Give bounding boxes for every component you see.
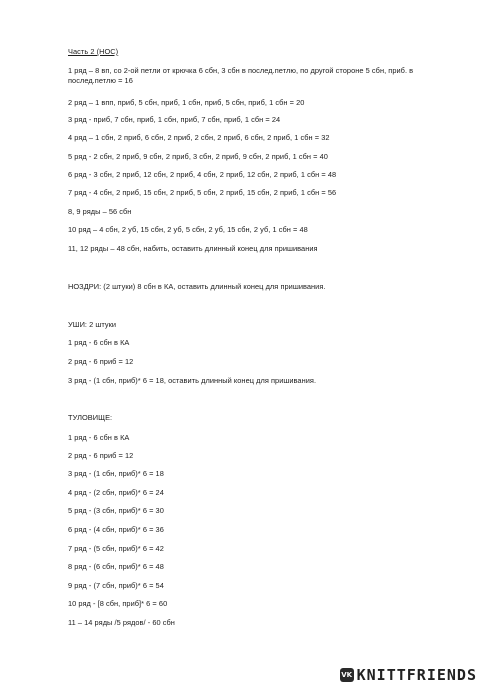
nose-row-9: 10 ряд – 4 сбн, 2 уб, 15 сбн, 2 уб, 5 сбн, 2 уб, 15 сбн, 2 уб, 1 сбн = 48: [68, 225, 308, 234]
nose-row-7: 7 ряд - 4 сбн, 2 приб, 15 сбн, 2 приб, 5 сбн, 2 приб, 15 сбн, 2 приб, 1 сбн = 56: [68, 188, 337, 197]
section-title-nostrils: НОЗДРИ: (2 штуки) 8 сбн в КА, оставить длинный конец для пришивания.: [68, 282, 326, 291]
body-row-8: 8 ряд - (6 сбн, приб)* 6 = 48: [68, 562, 164, 571]
body-row-11: 11 – 14 ряды /5 рядов/ - 60 сбн: [68, 618, 175, 627]
body-row-6: 6 ряд - (4 сбн, приб)* 6 = 36: [68, 525, 164, 534]
body-row-4: 4 ряд - (2 сбн, приб)* 6 = 24: [68, 488, 164, 497]
body-row-2: 2 ряд - 6 приб = 12: [68, 451, 134, 460]
watermark-text: KNITTFRIENDS: [356, 666, 477, 684]
body-row-7: 7 ряд - (5 сбн, приб)* 6 = 42: [68, 544, 164, 553]
nose-row-6: 6 ряд - 3 сбн, 2 приб, 12 сбн, 2 приб, 4 сбн, 2 приб, 12 сбн, 2 приб, 1 сбн = 48: [68, 170, 337, 179]
section-title-body: ТУЛОВИЩЕ:: [68, 413, 113, 422]
body-row-9: 9 ряд - (7 сбн, приб)* 6 = 54: [68, 581, 164, 590]
nose-row-8: 8, 9 ряды – 56 сбн: [68, 207, 132, 216]
body-row-10: 10 ряд - [8 сбн, приб]* 6 = 60: [68, 599, 168, 608]
nose-row-3: 3 ряд - приб, 7 сбн, приб, 1 сбн, приб, 7 сбн, приб, 1 сбн = 24: [68, 115, 281, 124]
section-title-ears: УШИ: 2 штуки: [68, 320, 117, 329]
vk-logo-icon: VK: [340, 668, 354, 682]
nose-row-1: 1 ряд – 8 вп, со 2-ой петли от крючка 6 сбн, 3 сбн в послед.петлю, по другой стороне 5 сбн, приб. в послед.петлю = 16: [68, 66, 414, 85]
ears-row-1: 1 ряд - 6 сбн в КА: [68, 338, 130, 347]
section-title-nose: Часть 2 (НОС): [68, 47, 119, 56]
nose-row-10: 11, 12 ряды – 48 сбн, набить, оставить длинный конец для пришивания: [68, 244, 318, 253]
ears-row-2: 2 ряд - 6 приб = 12: [68, 357, 134, 366]
nose-row-2: 2 ряд – 1 впп, приб, 5 сбн, приб, 1 сбн, приб, 5 сбн, приб, 1 сбн = 20: [68, 98, 305, 107]
nose-row-5: 5 ряд - 2 сбн, 2 приб, 9 сбн, 2 приб, 3 сбн, 2 приб, 9 сбн, 2 приб, 1 сбн = 40: [68, 152, 328, 161]
ears-row-3: 3 ряд - (1 сбн, приб)* 6 = 18, оставить длинный конец для пришивания.: [68, 376, 317, 385]
nose-row-4: 4 ряд – 1 сбн, 2 приб, 6 сбн, 2 приб, 2 сбн, 2 приб, 6 сбн, 2 приб, 1 сбн = 32: [68, 133, 330, 142]
body-row-1: 1 ряд - 6 сбн в КА: [68, 433, 130, 442]
body-row-5: 5 ряд - (3 сбн, приб)* 6 = 30: [68, 506, 164, 515]
watermark: [340, 666, 477, 684]
body-row-3: 3 ряд - (1 сбн, приб)* 6 = 18: [68, 469, 164, 478]
